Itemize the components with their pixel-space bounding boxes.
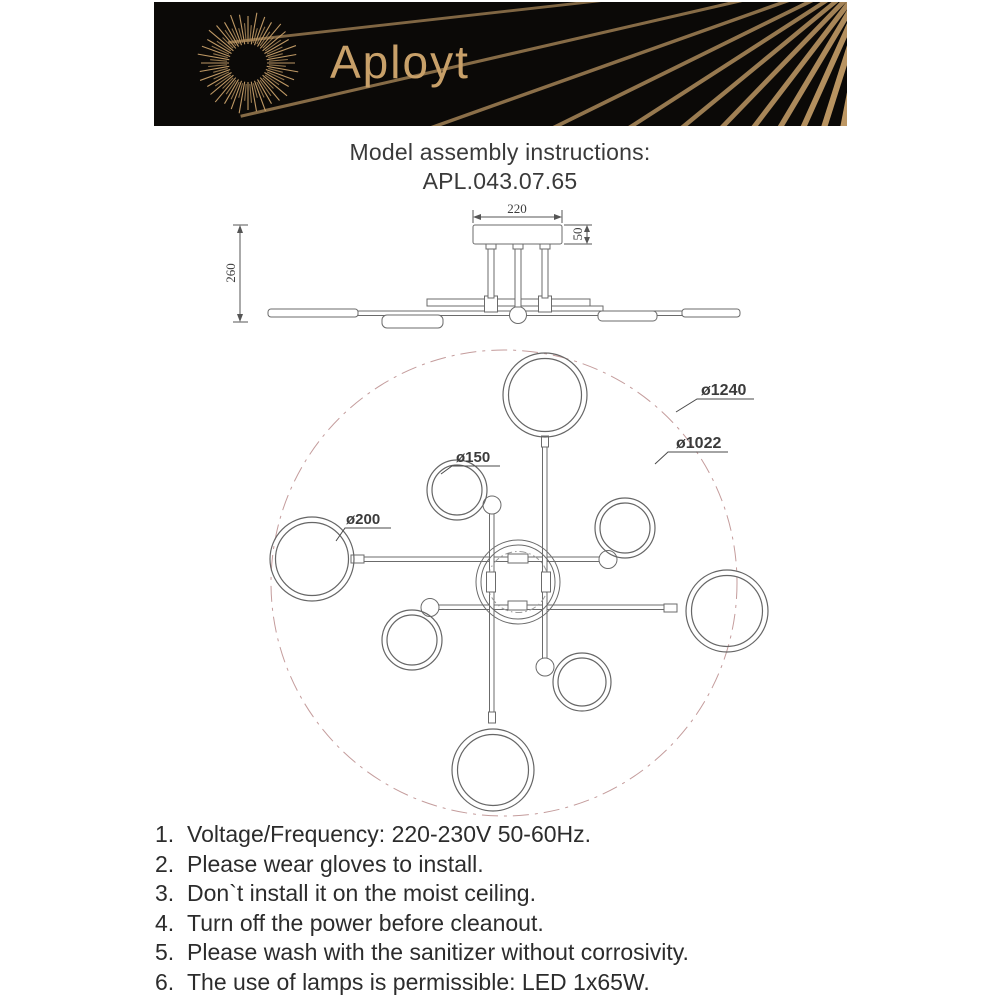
ring-small-lower-left [382, 610, 442, 670]
page-title: Model assembly instructions: [349, 139, 651, 165]
side-view [223, 201, 740, 328]
list-item-number: 5. [155, 939, 175, 965]
label-large-ring: ø200 [346, 511, 381, 528]
label-small-ring: ø150 [456, 449, 491, 466]
list-item [0, 909, 1000, 939]
model-number: APL.043.07.65 [422, 168, 578, 194]
instruction-list [0, 820, 1000, 997]
list-item-text: Please wash with the sanitizer without corrosivity. [187, 939, 689, 965]
side-ring-bar [268, 309, 358, 317]
ball-joint [536, 658, 554, 676]
label-outer-diameter: ø1240 [701, 382, 747, 399]
ring-large-bottom [452, 729, 534, 811]
list-item [0, 850, 1000, 880]
ring-large-top [503, 353, 587, 437]
top-view [270, 350, 768, 816]
list-item [0, 820, 1000, 850]
brand-logo-text: Aployt [330, 36, 470, 88]
list-item-text: Don`t install it on the moist ceiling. [187, 880, 536, 906]
list-item [0, 879, 1000, 909]
list-item-number: 6. [155, 968, 175, 995]
list-item-text: Turn off the power before cleanout. [187, 909, 544, 936]
list-item-text: Voltage/Frequency: 220-230V 50-60Hz. [187, 821, 592, 847]
dim-canopy-height: 50 [570, 227, 585, 241]
ceiling-canopy [473, 225, 562, 244]
side-ring-bar [598, 311, 657, 321]
list-item-text: The use of lamps is permissible: LED 1x65W. [187, 968, 650, 995]
overall-diameter-circle [271, 350, 737, 816]
ring-large-left [270, 517, 354, 601]
list-item-number: 3. [155, 880, 175, 906]
side-ring-bar [682, 309, 740, 317]
side-ball-joint [510, 307, 527, 324]
ring-small-lower-right [553, 653, 611, 711]
label-inner-diameter: ø1022 [676, 435, 722, 452]
list-item-text: Please wear gloves to install. [187, 850, 484, 877]
list-item [0, 968, 1000, 998]
list-item-number: 1. [155, 821, 175, 847]
dim-total-height: 260 [223, 263, 238, 283]
ring-small-upper-left [427, 460, 487, 520]
list-item [0, 938, 1000, 968]
ball-joint [421, 599, 439, 617]
list-item-number: 2. [155, 850, 175, 877]
list-item-number: 4. [155, 909, 175, 936]
ring-small-upper-right [595, 498, 655, 558]
dim-canopy-width: 220 [507, 201, 527, 216]
side-ring-bar [382, 315, 443, 328]
ring-large-right [686, 570, 768, 652]
